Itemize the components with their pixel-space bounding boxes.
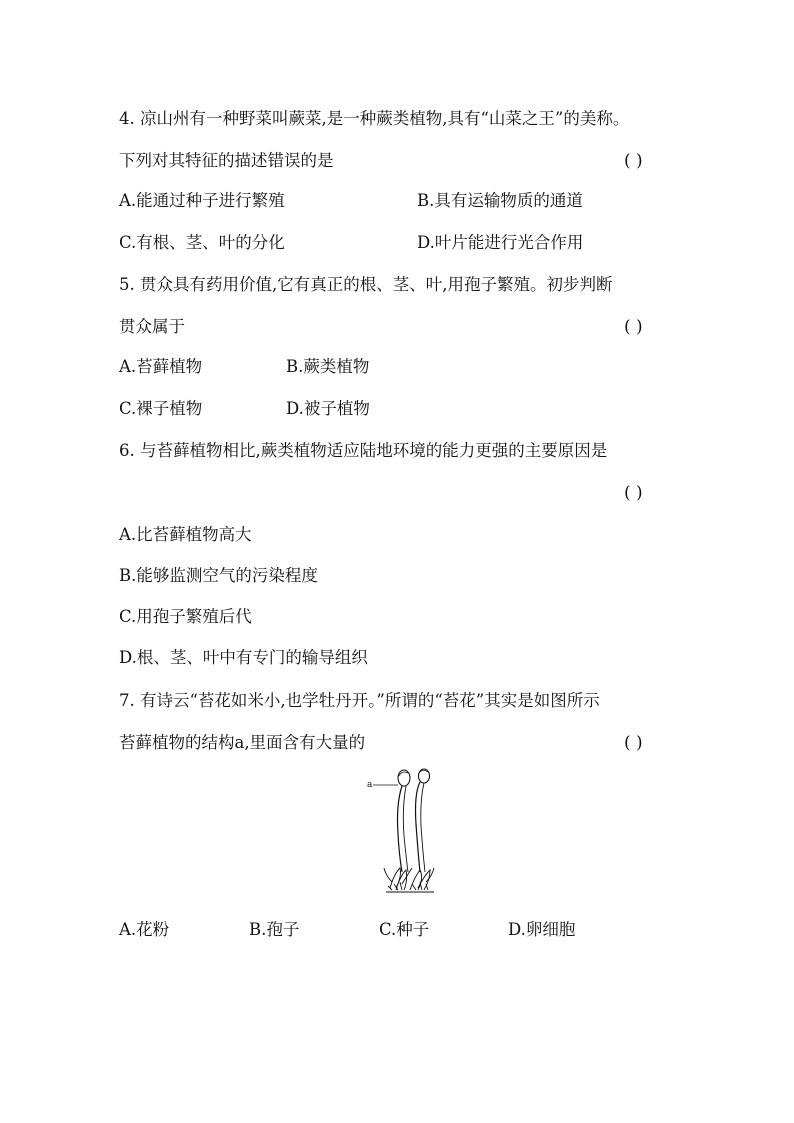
q7-number: 7. xyxy=(119,691,135,710)
q5-stem-line2: 贯众属于 xyxy=(119,317,185,336)
q7-option-d[interactable]: D.卵细胞 xyxy=(508,920,576,939)
q6-option-a[interactable]: A.比苔藓植物高大 xyxy=(119,525,252,544)
q4-stem-text-1: 凉山州有一种野菜叫蕨菜,是一种蕨类植物,具有“山菜之王”的美称。 xyxy=(140,109,630,128)
q4-answer-bracket[interactable]: ( ) xyxy=(624,151,643,171)
q6-stem-line1 xyxy=(119,440,607,462)
figure-label-a: a xyxy=(367,780,373,790)
q6-stem-text-1: 与苔藓植物相比,蕨类植物适应陆地环境的能力更强的主要原因是 xyxy=(140,441,608,460)
q6-number: 6. xyxy=(119,441,135,460)
q7-option-a[interactable]: A.花粉 xyxy=(119,920,170,939)
q6-option-c[interactable]: C.用孢子繁殖后代 xyxy=(119,607,252,626)
q4-stem-line1 xyxy=(119,108,629,130)
q7-stem-line2: 苔藓植物的结构a,里面含有大量的 xyxy=(119,733,366,752)
q7-stem-line1 xyxy=(119,690,600,712)
q6-answer-bracket[interactable]: ( ) xyxy=(624,483,643,503)
q4-option-d[interactable]: D.叶片能进行光合作用 xyxy=(417,233,584,252)
q5-option-a[interactable]: A.苔藓植物 xyxy=(119,357,203,376)
q4-option-b[interactable]: B.具有运输物质的通道 xyxy=(417,191,583,210)
q7-stem-text-1: 有诗云“苔花如米小,也学牡丹开。”所谓的“苔花”其实是如图所示 xyxy=(140,691,600,710)
q5-answer-bracket[interactable]: ( ) xyxy=(624,317,643,337)
moss-illustration xyxy=(366,764,438,896)
stalk-right xyxy=(416,782,421,872)
q5-option-d[interactable]: D.被子植物 xyxy=(286,399,370,418)
q4-option-a[interactable]: A.能通过种子进行繁殖 xyxy=(119,191,285,210)
q5-stem-text-1: 贯众具有药用价值,它有真正的根、茎、叶,用孢子繁殖。初步判断 xyxy=(140,275,613,294)
q7-option-b[interactable]: B.孢子 xyxy=(249,920,300,939)
moss-figure xyxy=(366,764,438,896)
leafy-base xyxy=(384,868,434,892)
q5-option-c[interactable]: C.裸子植物 xyxy=(119,399,203,418)
q7-answer-bracket[interactable]: ( ) xyxy=(624,733,643,753)
q5-stem-line1 xyxy=(119,274,613,296)
q5-number: 5. xyxy=(119,275,135,294)
q4-number: 4. xyxy=(119,109,135,128)
capsule-right xyxy=(419,769,430,783)
q4-option-c[interactable]: C.有根、茎、叶的分化 xyxy=(119,233,285,252)
q6-option-d[interactable]: D.根、茎、叶中有专门的输导组织 xyxy=(119,648,368,667)
q5-option-b[interactable]: B.蕨类植物 xyxy=(286,357,370,376)
q6-option-b[interactable]: B.能够监测空气的污染程度 xyxy=(119,566,318,585)
stalk-left xyxy=(398,786,403,872)
q4-stem-line2: 下列对其特征的描述错误的是 xyxy=(119,151,334,170)
q7-option-c[interactable]: C.种子 xyxy=(379,920,430,939)
